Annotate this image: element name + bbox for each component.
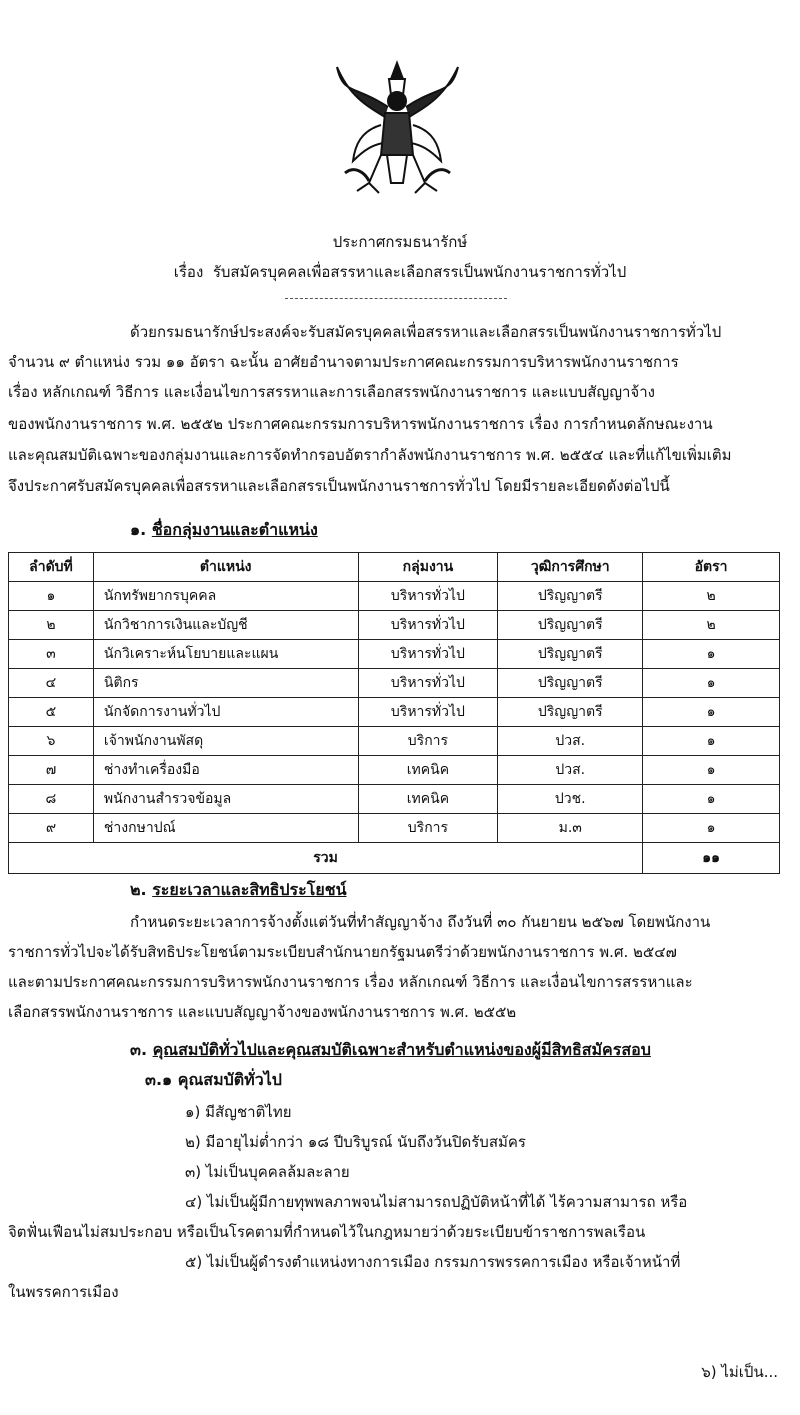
cell-education: ปริญญาตรี — [498, 611, 643, 640]
total-value: ๑๑ — [643, 843, 780, 874]
cell-count: ๑ — [643, 669, 780, 698]
section-3-1-number: ๓.๑ — [145, 1070, 173, 1089]
section-2-heading — [130, 878, 347, 903]
cell-count: ๒ — [643, 611, 780, 640]
cell-count: ๑ — [643, 785, 780, 814]
announcement-title: ประกาศกรมธนารักษ์ — [332, 233, 468, 251]
cell-position: นักวิชาการเงินและบัญชี — [93, 611, 358, 640]
table-row — [9, 814, 780, 843]
intro-line: ด้วยกรมธนารักษ์ประสงค์จะรับสมัครบุคคลเพื่อสรรหาและเลือกสรรเป็นพนักงานราชการทั่วไป — [130, 323, 722, 341]
section-2-number: ๒. — [130, 880, 147, 899]
header-education: วุฒิการศึกษา — [498, 553, 643, 582]
cell-order: ๖ — [9, 727, 94, 756]
section-2-title: ระยะเวลาและสิทธิประโยชน์ — [152, 880, 347, 899]
subject-label: เรื่อง — [173, 263, 204, 281]
intro-line: จึงประกาศรับสมัครบุคคลเพื่อสรรหาและเลือกสรรเป็นพนักงานราชการทั่วไป โดยมีรายละเอียดดังต่อไปนี้ — [8, 477, 670, 495]
cell-count: ๒ — [643, 582, 780, 611]
section-1-number: ๑. — [130, 520, 147, 539]
cell-group: บริหารทั่วไป — [358, 611, 498, 640]
cell-group: บริการ — [358, 814, 498, 843]
qualification-item: ๒) มีอายุไม่ต่ำกว่า ๑๘ ปีบริบูรณ์ นับถึงวันปิดรับสมัคร — [185, 1133, 526, 1151]
cell-education: ปริญญาตรี — [498, 582, 643, 611]
section-2-line: เลือกสรรพนักงานราชการ และแบบสัญญาจ้างของพนักงานราชการ พ.ศ. ๒๕๕๒ — [8, 1003, 517, 1021]
table-row — [9, 582, 780, 611]
intro-line: เรื่อง หลักเกณฑ์ วิธีการ และเงื่อนไขการสรรหาและการเลือกสรรพนักงานราชการ และแบบสัญญาจ้าง — [8, 383, 655, 401]
section-2-line: กำหนดระยะเวลาการจ้างตั้งแต่วันที่ทำสัญญาจ้าง ถึงวันที่ ๓๐ กันยายน ๒๕๖๗ โดยพนักงาน — [130, 913, 711, 931]
cell-order: ๙ — [9, 814, 94, 843]
cell-position: นิติกร — [93, 669, 358, 698]
total-label: รวม — [9, 843, 643, 874]
cell-order: ๑ — [9, 582, 94, 611]
table-row — [9, 727, 780, 756]
cell-order: ๕ — [9, 698, 94, 727]
subject-text: รับสมัครบุคคลเพื่อสรรหาและเลือกสรรเป็นพนักงานราชการทั่วไป — [212, 263, 627, 281]
garuda-emblem-icon — [335, 55, 460, 205]
qualification-item: ๑) มีสัญชาติไทย — [185, 1103, 292, 1121]
qualification-item: ๔) ไม่เป็นผู้มีกายทุพพลภาพจนไม่สามารถปฏิบัติหน้าที่ได้ ไร้ความสามารถ หรือ — [185, 1193, 688, 1211]
announcement-subject — [0, 260, 800, 284]
cell-position: ช่างกษาปณ์ — [93, 814, 358, 843]
cell-count: ๑ — [643, 814, 780, 843]
qualification-item: ๓) ไม่เป็นบุคคลล้มละลาย — [185, 1163, 350, 1181]
qualification-item: ๕) ไม่เป็นผู้ดำรงตำแหน่งทางการเมือง กรรมการพรรคการเมือง หรือเจ้าหน้าที่ — [185, 1253, 681, 1271]
table-row — [9, 698, 780, 727]
table-row — [9, 611, 780, 640]
header-count: อัตรา — [643, 553, 780, 582]
header-position: ตำแหน่ง — [93, 553, 358, 582]
qualification-item-cont: จิตฟั่นเฟือนไม่สมประกอบ หรือเป็นโรคตามที่กำหนดไว้ในกฎหมายว่าด้วยระเบียบข้าราชการพลเรือน — [8, 1223, 646, 1241]
section-3-title: คุณสมบัติทั่วไปและคุณสมบัติเฉพาะสำหรับตำแหน่งของผู้มีสิทธิสมัครสอบ — [152, 1040, 651, 1059]
cell-count: ๑ — [643, 640, 780, 669]
cell-education: ปวส. — [498, 756, 643, 785]
cell-order: ๘ — [9, 785, 94, 814]
intro-line: และคุณสมบัติเฉพาะของกลุ่มงานและการจัดทำกรอบอัตรากำลังพนักงานราชการ พ.ศ. ๒๕๕๔ และที่แก้ไขเพิ่มเติม — [8, 446, 732, 464]
header-order: ลำดับที่ — [9, 553, 94, 582]
table-total-row — [9, 843, 780, 874]
table-header-row — [9, 553, 780, 582]
cell-education: ปริญญาตรี — [498, 698, 643, 727]
cell-education: ปริญญาตรี — [498, 640, 643, 669]
page-continuation: ๖) ไม่เป็น... — [701, 1363, 778, 1381]
cell-position: ช่างทำเครื่องมือ — [93, 756, 358, 785]
cell-education: ปริญญาตรี — [498, 669, 643, 698]
section-1-heading — [130, 518, 318, 543]
cell-group: บริหารทั่วไป — [358, 698, 498, 727]
table-row — [9, 785, 780, 814]
cell-group: เทคนิค — [358, 756, 498, 785]
title-separator — [285, 298, 507, 299]
qualification-item-cont: ในพรรคการเมือง — [8, 1283, 119, 1301]
header-group: กลุ่มงาน — [358, 553, 498, 582]
cell-position: เจ้าพนักงานพัสดุ — [93, 727, 358, 756]
intro-line: จำนวน ๙ ตำแหน่ง รวม ๑๑ อัตรา ฉะนั้น อาศัยอำนาจตามประกาศคณะกรรมการบริหารพนักงานราชการ — [8, 353, 679, 371]
cell-order: ๗ — [9, 756, 94, 785]
cell-education: ม.๓ — [498, 814, 643, 843]
positions-table — [8, 552, 780, 874]
cell-count: ๑ — [643, 727, 780, 756]
table-row — [9, 756, 780, 785]
cell-position: พนักงานสำรวจข้อมูล — [93, 785, 358, 814]
cell-education: ปวช. — [498, 785, 643, 814]
table-row — [9, 669, 780, 698]
section-3-1-title: คุณสมบัติทั่วไป — [177, 1070, 282, 1089]
section-3-1-heading — [145, 1068, 282, 1093]
cell-order: ๒ — [9, 611, 94, 640]
section-2-line: และตามประกาศคณะกรรมการบริหารพนักงานราชการ เรื่อง หลักเกณฑ์ วิธีการ และเงื่อนไขการสรรหาและ — [8, 973, 693, 991]
cell-education: ปวส. — [498, 727, 643, 756]
cell-group: บริหารทั่วไป — [358, 669, 498, 698]
cell-group: เทคนิค — [358, 785, 498, 814]
section-3-heading — [130, 1038, 651, 1063]
cell-position: นักทรัพยากรบุคคล — [93, 582, 358, 611]
section-1-title: ชื่อกลุ่มงานและตำแหน่ง — [151, 520, 318, 539]
cell-group: บริหารทั่วไป — [358, 640, 498, 669]
cell-position: นักวิเคราะห์นโยบายและแผน — [93, 640, 358, 669]
cell-count: ๑ — [643, 756, 780, 785]
intro-line: ของพนักงานราชการ พ.ศ. ๒๕๕๒ ประกาศคณะกรรมการบริหารพนักงานราชการ เรื่อง การกำหนดลักษณะงาน — [8, 415, 713, 433]
section-2-line: ราชการทั่วไปจะได้รับสิทธิประโยชน์ตามระเบียบสำนักนายกรัฐมนตรีว่าด้วยพนักงานราชการ พ.ศ. ๒๕๔๗ — [8, 943, 677, 961]
cell-group: บริหารทั่วไป — [358, 582, 498, 611]
cell-order: ๓ — [9, 640, 94, 669]
cell-count: ๑ — [643, 698, 780, 727]
cell-group: บริการ — [358, 727, 498, 756]
cell-position: นักจัดการงานทั่วไป — [93, 698, 358, 727]
section-3-number: ๓. — [130, 1040, 148, 1059]
cell-order: ๔ — [9, 669, 94, 698]
table-row — [9, 640, 780, 669]
